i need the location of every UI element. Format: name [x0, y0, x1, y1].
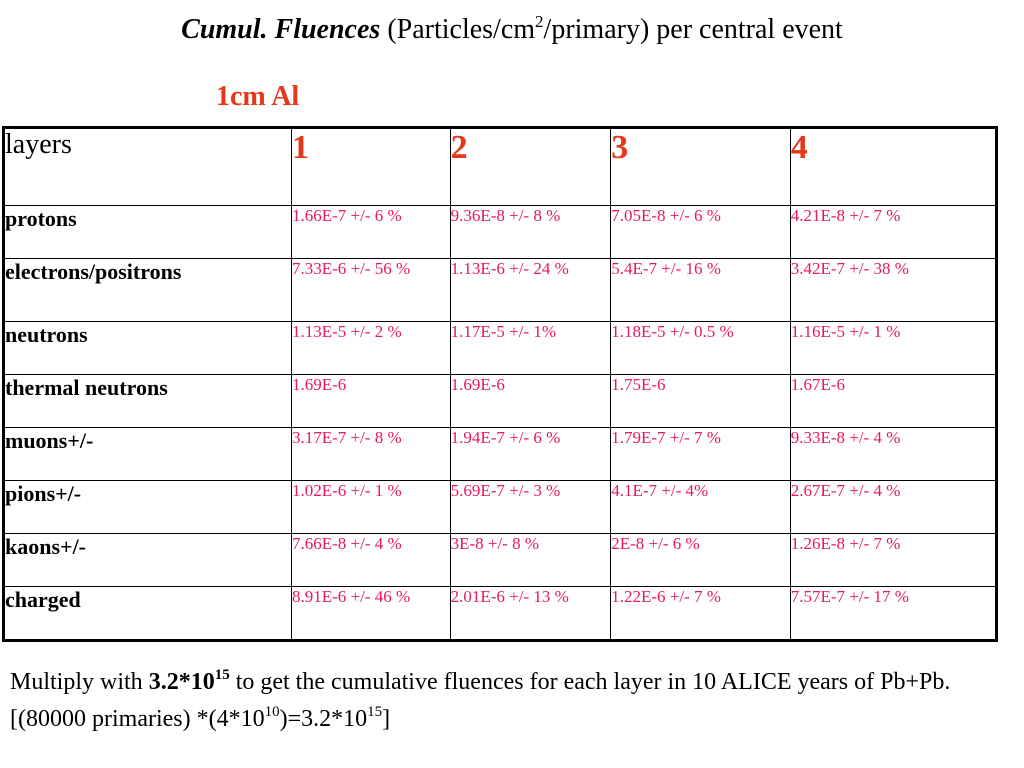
note-factor — [149, 669, 230, 695]
table-cell: 4.1E-7 +/- 4% — [611, 481, 790, 534]
note-part-1: Multiply with — [10, 669, 149, 695]
header-row — [4, 128, 997, 206]
table-cell: 9.33E-8 +/- 4 % — [790, 428, 996, 481]
table-cell: 1.94E-7 +/- 6 % — [450, 428, 611, 481]
table-row — [4, 375, 997, 428]
note-part-3: )=3.2*10 — [279, 706, 368, 732]
table-cell: 3.17E-7 +/- 8 % — [292, 428, 451, 481]
layer-4-header: 4 — [790, 128, 996, 206]
table-row — [4, 428, 997, 481]
title-exponent: 2 — [535, 12, 544, 31]
table-cell: 7.33E-6 +/- 56 % — [292, 259, 451, 322]
note-factor-exponent: 15 — [214, 667, 230, 683]
table-row — [4, 206, 997, 259]
title-text-b: /primary) per central event — [543, 14, 843, 45]
table-cell: 1.13E-6 +/- 24 % — [450, 259, 611, 322]
table-row — [4, 259, 997, 322]
table-cell: 4.21E-8 +/- 7 % — [790, 206, 996, 259]
table-cell: 8.91E-6 +/- 46 % — [292, 587, 451, 641]
title-italic: Cumul. Fluences — [181, 14, 381, 45]
table-cell: 2E-8 +/- 6 % — [611, 534, 790, 587]
table-row — [4, 481, 997, 534]
footnote — [10, 665, 1020, 739]
table-cell: 3E-8 +/- 8 % — [450, 534, 611, 587]
note-exponent-10: 10 — [264, 704, 280, 720]
row-label: muons+/- — [4, 428, 292, 481]
table-cell: 7.66E-8 +/- 4 % — [292, 534, 451, 587]
row-label: protons — [4, 206, 292, 259]
table-row — [4, 587, 997, 641]
table-cell: 1.26E-8 +/- 7 % — [790, 534, 996, 587]
table-cell: 1.69E-6 — [292, 375, 451, 428]
layer-1-header: 1 — [292, 128, 451, 206]
table-cell: 5.69E-7 +/- 3 % — [450, 481, 611, 534]
row-label: charged — [4, 587, 292, 641]
note-part-2: to get the cumulative fluences for each layer in 10 ALICE years of Pb+Pb. [(80000 primaries) *(4*10 — [10, 669, 951, 732]
header-layers-label: layers — [4, 128, 292, 206]
slide-title — [0, 12, 1024, 51]
table-cell: 1.66E-7 +/- 6 % — [292, 206, 451, 259]
table-cell: 1.16E-5 +/- 1 % — [790, 322, 996, 375]
table-cell: 1.13E-5 +/- 2 % — [292, 322, 451, 375]
layer-2-header: 2 — [450, 128, 611, 206]
layer-3-header: 3 — [611, 128, 790, 206]
material-label: 1cm Al — [216, 81, 300, 112]
table-cell: 1.02E-6 +/- 1 % — [292, 481, 451, 534]
table-cell: 1.75E-6 — [611, 375, 790, 428]
table-row — [4, 534, 997, 587]
table-cell: 9.36E-8 +/- 8 % — [450, 206, 611, 259]
fluence-table — [2, 126, 998, 642]
table-row — [4, 322, 997, 375]
table-cell: 1.79E-7 +/- 7 % — [611, 428, 790, 481]
note-exponent-15: 15 — [367, 704, 383, 720]
table-cell: 2.67E-7 +/- 4 % — [790, 481, 996, 534]
note-part-4: ] — [382, 706, 391, 732]
row-label: pions+/- — [4, 481, 292, 534]
table-cell: 7.57E-7 +/- 17 % — [790, 587, 996, 641]
table-cell: 1.69E-6 — [450, 375, 611, 428]
row-label: thermal neutrons — [4, 375, 292, 428]
table-cell: 1.67E-6 — [790, 375, 996, 428]
row-label: kaons+/- — [4, 534, 292, 587]
table-cell: 3.42E-7 +/- 38 % — [790, 259, 996, 322]
table-cell: 1.22E-6 +/- 7 % — [611, 587, 790, 641]
row-label: neutrons — [4, 322, 292, 375]
table-cell: 1.18E-5 +/- 0.5 % — [611, 322, 790, 375]
table-cell: 2.01E-6 +/- 13 % — [450, 587, 611, 641]
row-label: electrons/positrons — [4, 259, 292, 322]
title-text-a: (Particles/cm — [380, 14, 536, 45]
table-cell: 1.17E-5 +/- 1% — [450, 322, 611, 375]
table-cell: 7.05E-8 +/- 6 % — [611, 206, 790, 259]
note-factor-base: 3.2*10 — [148, 669, 215, 695]
table-cell: 5.4E-7 +/- 16 % — [611, 259, 790, 322]
